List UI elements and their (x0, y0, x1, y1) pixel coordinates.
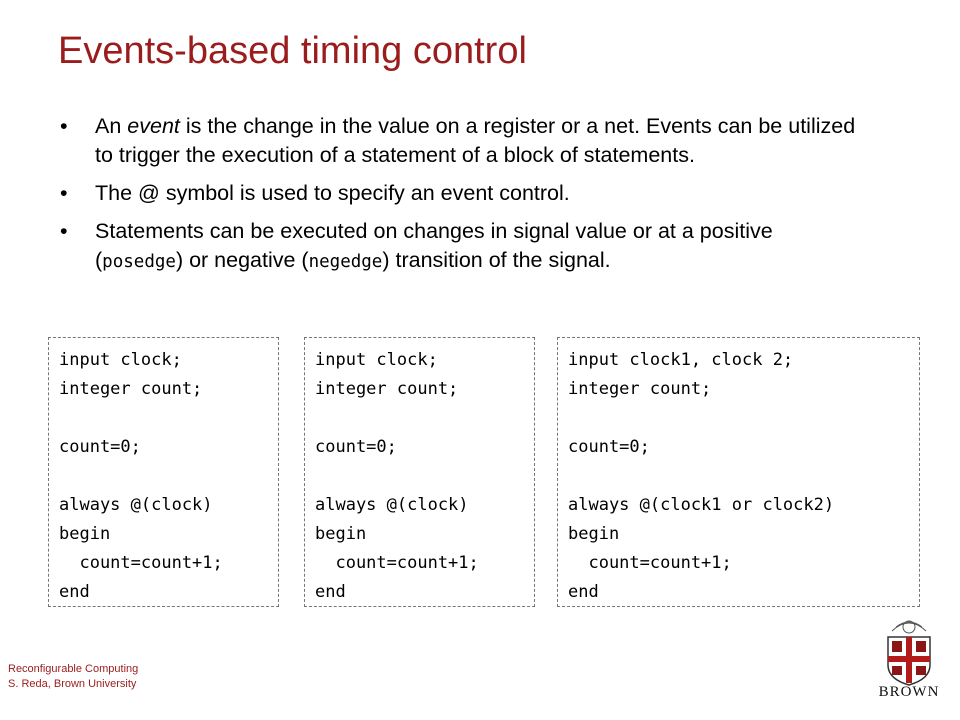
emphasized-term: event (127, 114, 180, 138)
inline-code-posedge: posedge (102, 252, 176, 272)
logo-wordmark: BROWN (878, 684, 940, 700)
code-box-2: input clock; integer count; count=0; always @(clock) begin count=count+1; end (304, 337, 535, 607)
bullet-at-symbol (58, 179, 858, 208)
footer (8, 662, 138, 692)
crest-icon (892, 621, 926, 633)
bullet-text: ) transition of the signal. (382, 248, 611, 272)
bullet-list (58, 112, 858, 286)
bullet-text: is the change in the value on a register or a net. Events can be utilized to trigger the execution of a statement of a block of statements. (95, 114, 856, 167)
code-box-3: input clock1, clock 2; integer count; count=0; always @(clock1 or clock2) begin count=count+1; end (557, 337, 920, 607)
bullet-edge-transition (58, 217, 858, 277)
code-box-1: input clock; integer count; count=0; always @(clock) begin count=count+1; end (48, 337, 279, 607)
bullet-text: ) or negative ( (175, 248, 309, 272)
bullet-event-definition (58, 112, 858, 170)
footer-author: S. Reda, Brown University (8, 678, 137, 690)
bullet-text: Statements can be executed on changes in signal value or at a positive ( (95, 219, 773, 272)
bullet-text: An (95, 114, 128, 138)
inline-code-negedge: negedge (308, 252, 383, 272)
slide-title: Events-based timing control (58, 30, 527, 72)
footer-course: Reconfigurable Computing (8, 663, 139, 675)
bullet-text: The @ symbol is used to specify an event control. (95, 181, 570, 205)
